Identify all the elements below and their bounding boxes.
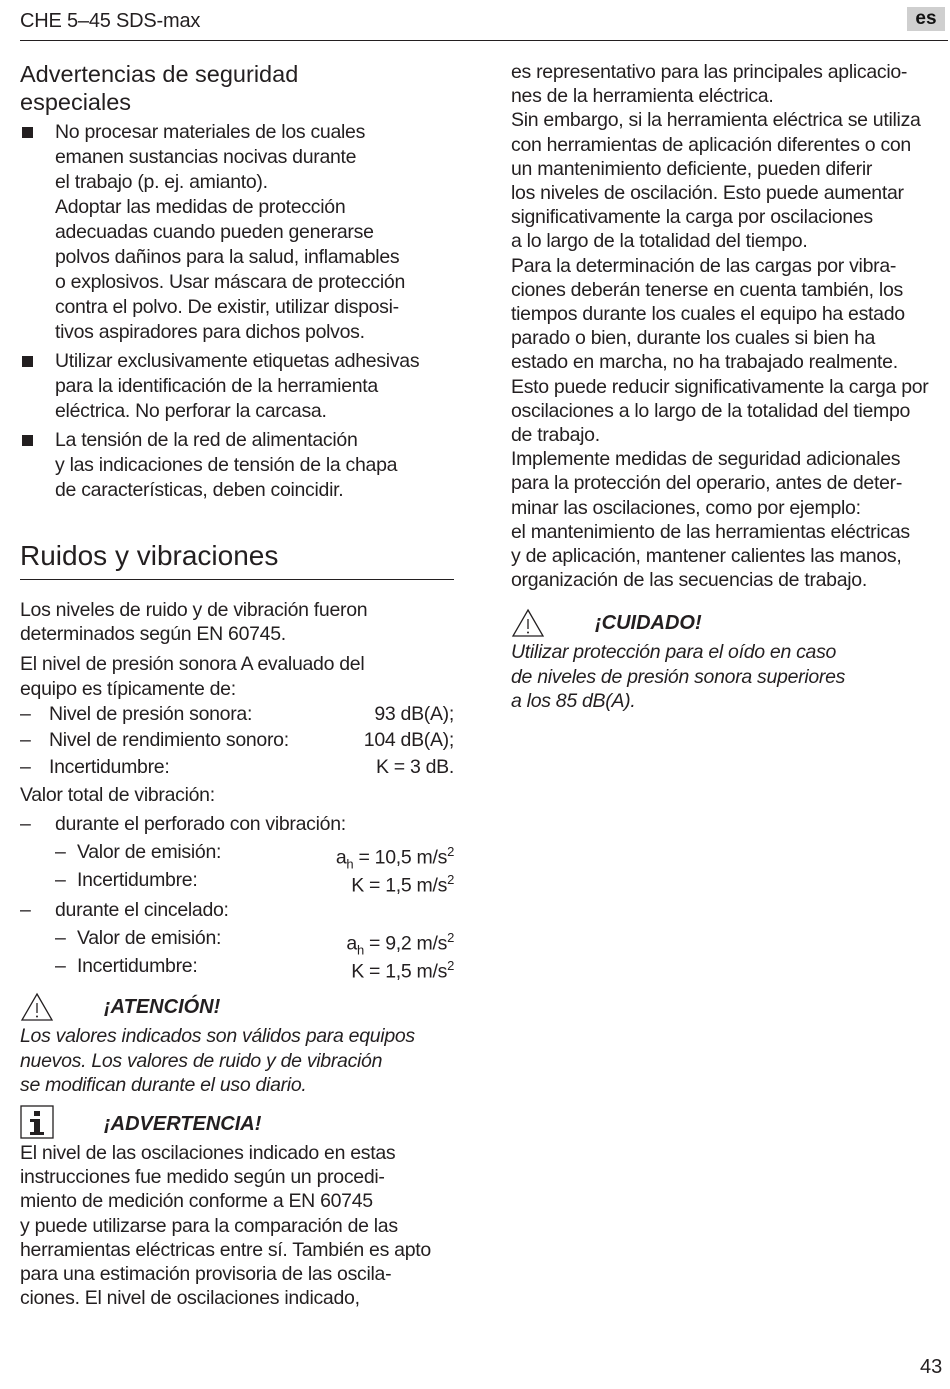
caution-notice: ¡CUIDADO! (511, 608, 946, 640)
text-line: los niveles de oscilación. Esto puede aumentar (511, 182, 904, 205)
info-icon (20, 1105, 54, 1145)
text-line: contra el polvo. De existir, utilizar disposi- (55, 296, 399, 318)
text-line: de trabajo. (511, 424, 600, 447)
noise-intro-2: El nivel de presión sonora A evaluado del equipo es típicamente de: (20, 653, 365, 700)
text-line: para una estimación provisoria de las oscila- (20, 1262, 392, 1285)
right-column (511, 60, 946, 713)
paragraph (511, 447, 946, 592)
safety-item (20, 120, 460, 345)
bullet-square-icon (22, 127, 33, 138)
text-line: un mantenimiento deficiente, pueden diferir (511, 157, 873, 180)
attention-notice: ¡ATENCIÓN! (20, 992, 460, 1024)
text-line: para la protección del operario, antes de deter- (511, 472, 903, 495)
text-line: Los valores indicados son válidos para equipos (20, 1025, 415, 1048)
language-badge: es (907, 7, 945, 31)
text-line: El nivel de las oscilaciones indicado en estas (20, 1141, 396, 1164)
vibration-group: – durante el perforado con vibración: – Valor de emisión: $a_h = 10,5$ $m/s^2$ – Incertidumbre: K = 1,5 $m/s^2$ (20, 813, 454, 897)
text-line: parado o bien, durante los cuales si bien ha (511, 327, 876, 350)
warning-notice: ¡ADVERTENCIA! (20, 1105, 460, 1137)
text-line: herramientas eléctricas entre sí. También es apto (20, 1238, 431, 1261)
text-line: Adoptar las medidas de protección (55, 196, 346, 218)
text-line: el mantenimiento de las herramientas eléctricas (511, 520, 910, 543)
text-line: No procesar materiales de los cuales (55, 121, 366, 143)
text-line: nuevos. Los valores de ruido y de vibración (20, 1049, 383, 1072)
paragraph (511, 60, 946, 108)
text-line: polvos dañinos para la salud, inflamables (55, 246, 400, 268)
text-line: el trabajo (p. ej. amianto). (55, 171, 268, 193)
text-line: de niveles de presión sonora superiores (511, 665, 846, 688)
bullet-square-icon (22, 356, 33, 367)
text-line: eléctrica. No perforar la carcasa. (55, 400, 327, 422)
text-line: a los 85 dB(A). (511, 689, 636, 712)
text-line: y las indicaciones de tensión de la chapa (55, 454, 398, 476)
text-line: Utilizar protección para el oído en caso (511, 641, 837, 664)
vibration-paragraphs (511, 60, 946, 592)
text-line: nes de la herramienta eléctrica. (511, 85, 774, 108)
noise-heading: Ruidos y vibraciones (20, 540, 279, 571)
warning-text (20, 1141, 460, 1310)
caution-text (511, 640, 946, 713)
text-line: emanen sustancias nocivas durante (55, 146, 357, 168)
text-line: Sin embargo, si la herramienta eléctrica se utiliza (511, 109, 921, 132)
text-line: se modifican durante el uso diario. (20, 1073, 307, 1096)
text-line: significativamente la carga por oscilaciones (511, 206, 873, 229)
text-line: La tensión de la red de alimentación (55, 429, 358, 451)
text-line: y puede utilizarse para la comparación de las (20, 1214, 398, 1237)
text-line: con herramientas de aplicación diferentes o con (511, 133, 911, 156)
attention-text (20, 1024, 460, 1097)
text-line: o explosivos. Usar máscara de protección (55, 271, 405, 293)
noise-intro-1: Los niveles de ruido y de vibración fueron determinados según EN 60745. (20, 599, 368, 646)
bullet-square-icon (22, 435, 33, 446)
text-line: a lo largo de la totalidad del tiempo. (511, 230, 808, 253)
paragraph (511, 254, 946, 448)
safety-item (20, 349, 460, 424)
vibration-title: Valor total de vibración: (20, 784, 215, 807)
text-line: tivos aspiradores para dichos polvos. (55, 321, 365, 343)
safety-list (20, 120, 460, 503)
text-line: ciones deberán tenerse en cuenta también, los (511, 278, 903, 301)
spec-row: – Nivel de rendimiento sonoro: 104 dB(A); (20, 729, 454, 752)
text-line: es representativo para las principales aplicacio- (511, 61, 908, 83)
left-column (20, 60, 460, 1310)
document-title: CHE 5–45 SDS-max (20, 10, 201, 32)
header-rule (20, 40, 948, 41)
safety-heading: Advertencias de seguridad especiales (20, 61, 299, 115)
text-line: adecuadas cuando pueden generarse (55, 221, 374, 243)
text-line: minar las oscilaciones, como por ejemplo: (511, 496, 861, 519)
spec-row: – Nivel de presión sonora: 93 dB(A); (20, 702, 454, 725)
text-line: para la identificación de la herramienta (55, 375, 378, 397)
warning-triangle-icon (20, 992, 54, 1028)
text-line: Utilizar exclusivamente etiquetas adhesivas (55, 350, 420, 372)
safety-item (20, 428, 460, 503)
text-line: estado en marcha, no ha trabajado realmente. (511, 351, 898, 374)
text-line: de características, deben coincidir. (55, 479, 344, 501)
page-number: 43 (920, 1356, 943, 1378)
paragraph (511, 108, 946, 253)
text-line: Esto puede reducir significativamente la carga por (511, 375, 929, 398)
spec-row: – Incertidumbre: K = 3 dB. (20, 755, 454, 778)
text-line: miento de medición conforme a EN 60745 (20, 1190, 373, 1213)
warning-triangle-icon (511, 608, 545, 644)
text-line: tiempos durante los cuales el equipo ha estado (511, 303, 905, 326)
vibration-group: – durante el cincelado: – Valor de emisión: $a_h = 9,2$ $m/s^2$ – Incertidumbre: K = 1,5 $m/s^2$ (20, 899, 454, 983)
text-line: y de aplicación, mantener calientes las manos, (511, 545, 902, 568)
text-line: instrucciones fue medido según un procedi- (20, 1166, 385, 1189)
text-line: oscilaciones a lo largo de la totalidad del tiempo (511, 399, 911, 422)
text-line: ciones. El nivel de oscilaciones indicado, (20, 1287, 360, 1310)
text-line: Para la determinación de las cargas por vibra- (511, 254, 897, 277)
text-line: organización de las secuencias de trabajo. (511, 569, 867, 592)
text-line: Implemente medidas de seguridad adicionales (511, 448, 901, 471)
sound-specs (20, 701, 460, 781)
